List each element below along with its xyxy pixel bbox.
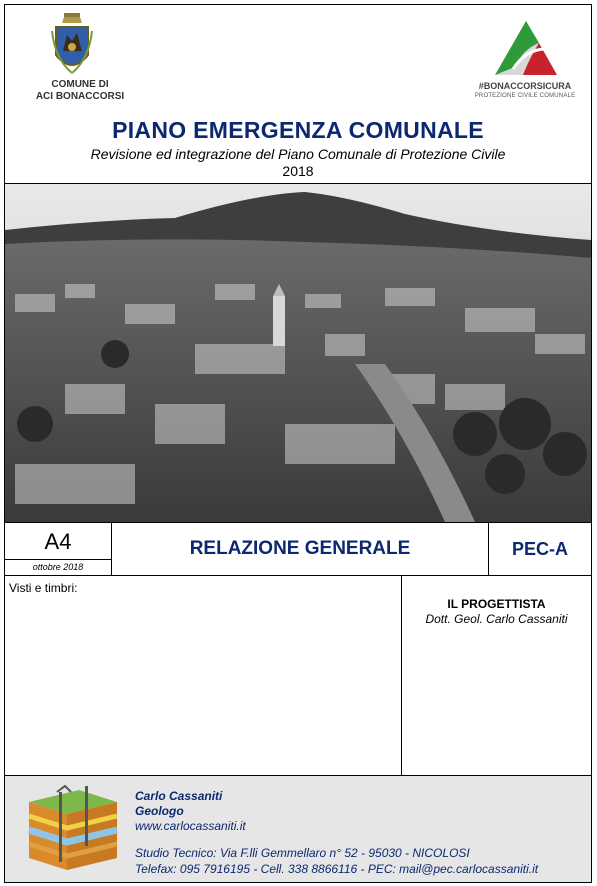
document-name: RELAZIONE GENERALE <box>112 523 489 575</box>
designer-title: IL PROGETTISTA <box>447 597 546 611</box>
page-year: 2018 <box>282 163 314 179</box>
page-title: PIANO EMERGENZA COMUNALE <box>112 117 484 143</box>
divider <box>5 559 111 560</box>
town-aerial-photo <box>5 184 591 523</box>
footer-role: Geologo <box>135 804 184 818</box>
pc-hashtag: #BONACCORSICURA <box>478 81 572 91</box>
header <box>5 5 591 184</box>
footer-name: Carlo Cassaniti <box>135 789 223 803</box>
document-code: PEC-A <box>511 539 568 559</box>
page-subtitle: Revisione ed integrazione del Piano Comunale di Protezione Civile <box>90 146 506 162</box>
paper-format: A4 <box>44 529 72 554</box>
format-cell <box>5 523 112 575</box>
document-date: ottobre 2018 <box>32 562 84 572</box>
designer-box <box>402 576 591 776</box>
geology-block-icon <box>19 782 127 876</box>
civil-protection-logo-icon <box>493 19 559 79</box>
stamps-label: Visti e timbri: <box>9 581 78 595</box>
designer-name: Dott. Geol. Carlo Cassaniti <box>425 612 568 626</box>
document-info-row <box>5 523 591 576</box>
footer-address: Studio Tecnico: Via F.lli Gemmellaro n° 52 - 95030 - NICOLOSI <box>135 846 470 860</box>
pc-subtitle: PROTEZIONE CIVILE COMUNALE <box>474 93 576 99</box>
stamps-box <box>5 576 402 776</box>
town-crest-icon <box>51 11 93 77</box>
footer-website[interactable]: www.carlocassaniti.it <box>135 819 246 833</box>
footer-contacts: Telefax: 095 7916195 - Cell. 338 8866116 - PEC: mail@pec.carlocassaniti.it <box>135 862 539 876</box>
document-page <box>4 4 592 883</box>
footer <box>5 776 591 882</box>
municipality-name: COMUNE DI ACI BONACCORSI <box>35 79 125 102</box>
